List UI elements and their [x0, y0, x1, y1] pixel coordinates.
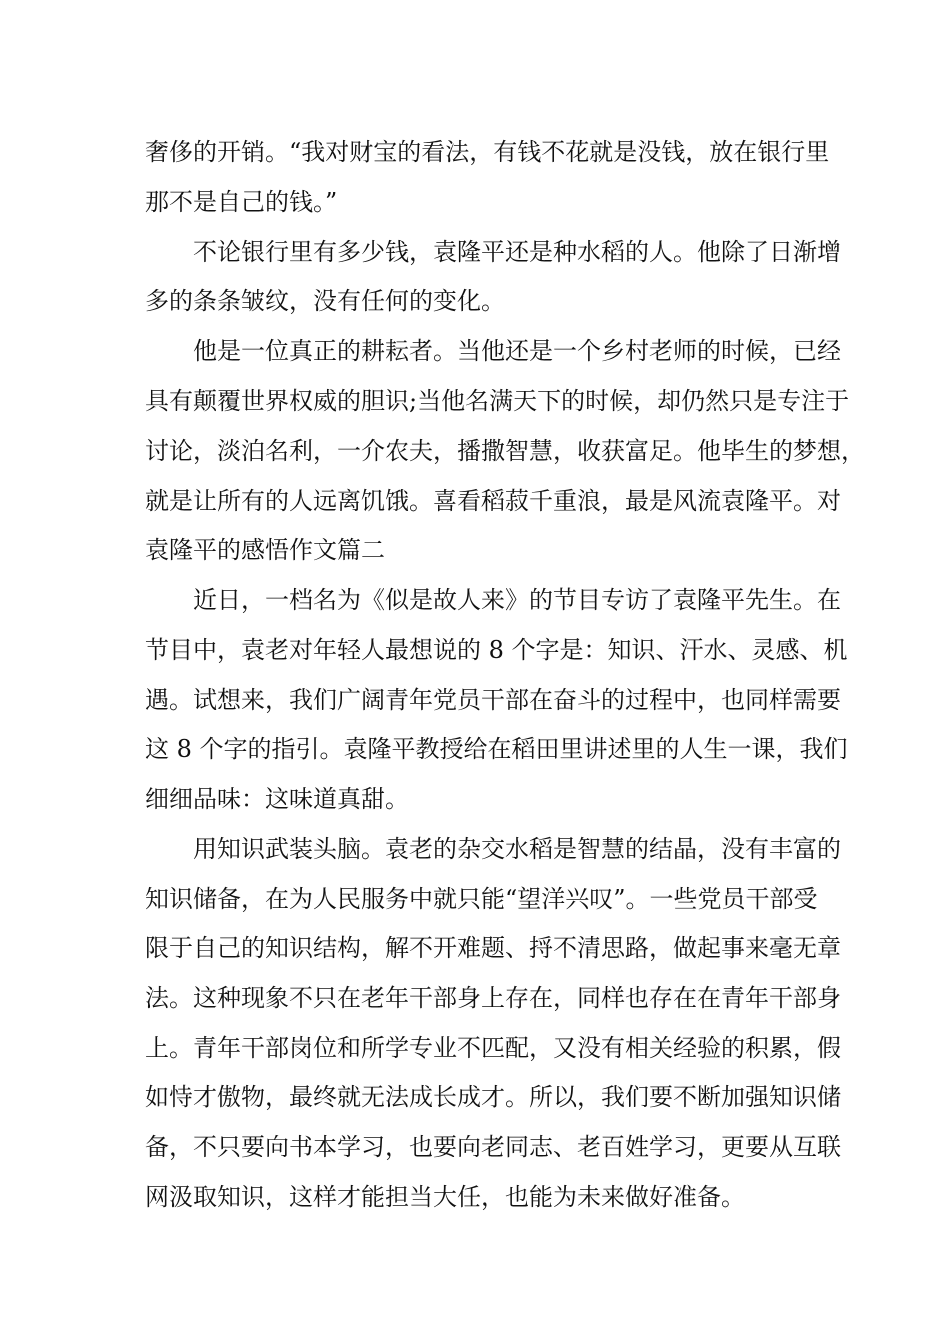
text-line: 节目中，袁老对年轻人最想说的 8 个字是：知识、汗水、灵感、机 — [145, 636, 848, 664]
text-line: 细细品味：这味道真甜。 — [145, 785, 409, 813]
text-line: 如恃才傲物，最终就无法成长成才。所以，我们要不断加强知识储 — [145, 1083, 841, 1111]
text-line: 遇。试想来，我们广阔青年党员干部在奋斗的过程中，也同样需要 — [145, 686, 841, 714]
text-line: 就是让所有的人远离饥饿。喜看稻菽千重浪，最是风流袁隆平。对 — [145, 487, 841, 515]
text-line: 这 8 个字的指引。袁隆平教授给在稻田里讲述里的人生一课，我们 — [145, 735, 848, 763]
text-line: 上。青年干部岗位和所学专业不匹配，又没有相关经验的积累，假 — [145, 1034, 841, 1062]
text-line: 袁隆平的感悟作文篇二 — [145, 536, 385, 564]
text-line: 他是一位真正的耕耘者。当他还是一个乡村老师的时候，已经 — [193, 337, 841, 365]
text-line: 备，不只要向书本学习，也要向老同志、老百姓学习，更要从互联 — [145, 1133, 841, 1161]
text-line: 知识储备，在为人民服务中就只能“望洋兴叹”。一些党员干部受 — [145, 885, 818, 913]
text-line: 用知识武装头脑。袁老的杂交水稻是智慧的结晶，没有丰富的 — [193, 835, 841, 863]
text-line: 那不是自己的钱。” — [145, 188, 338, 216]
text-line: 网汲取知识，这样才能担当大任，也能为未来做好准备。 — [145, 1183, 745, 1211]
text-line: 讨论，淡泊名利，一介农夫，播撒智慧，收获富足。他毕生的梦想， — [145, 437, 865, 465]
text-line: 近日，一档名为《似是故人来》的节目专访了袁隆平先生。在 — [193, 586, 841, 614]
text-line: 限于自己的知识结构，解不开难题、捋不清思路，做起事来毫无章 — [145, 934, 841, 962]
text-line: 具有颠覆世界权威的胆识;当他名满天下的时候，却仍然只是专注于 — [145, 387, 850, 415]
text-line: 多的条条皱纹，没有任何的变化。 — [145, 287, 505, 315]
text-line: 奢侈的开销。“我对财宝的看法，有钱不花就是没钱，放在银行里 — [145, 138, 830, 166]
text-line: 法。这种现象不只在老年干部身上存在，同样也存在在青年干部身 — [145, 984, 841, 1012]
text-line: 不论银行里有多少钱，袁隆平还是种水稻的人。他除了日渐增 — [193, 238, 841, 266]
